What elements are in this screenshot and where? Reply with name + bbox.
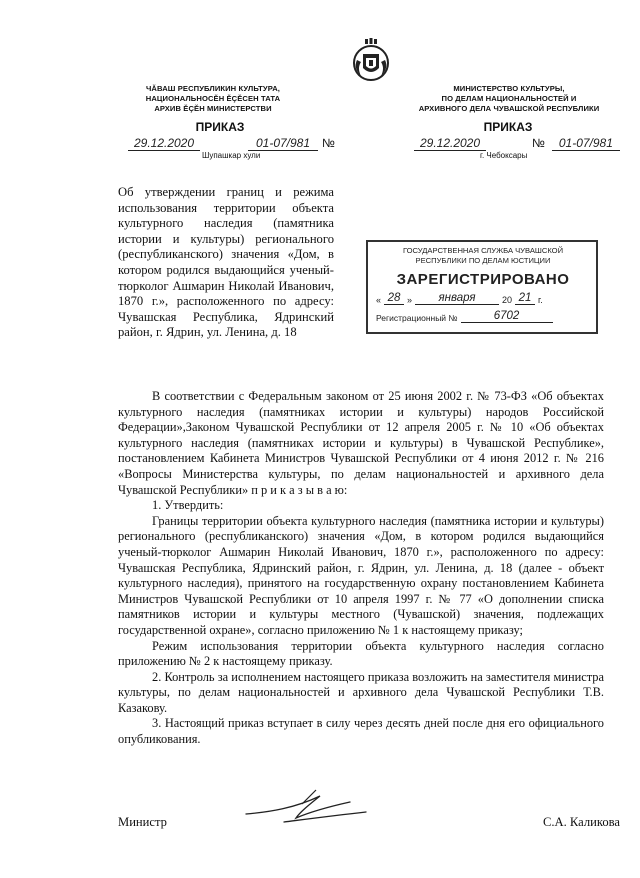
body-paragraph: В соответствии с Федеральным законом от 25 июня 2002 г. № 73-ФЗ «Об объектах культурного наследия (памятниках истории и культуры) народов Российской Федерации»,Законом Чувашской Республики от 12 апреля 2005 г. № 10 «Об объектах культурного наследия (памятниках истории и культуры) в Чувашской Республике», постановлением Кабинета Министров Чувашской Республики от 4 июня 2012 г. № 216 «Вопросы Министерства культуры, по делам национальностей и архивного дела Чувашской Республики» п р и к а з ы в а ю: (118, 389, 604, 497)
right-number: 01-07/981 (552, 136, 620, 151)
left-date: 29.12.2020 (128, 136, 200, 151)
body-paragraph: 3. Настоящий приказ вступает в силу через десять дней после дня его официального опубликования. (118, 716, 604, 747)
body-paragraph: 2. Контроль за исполнением настоящего приказа возложить на заместителя министра культуры, по делам национальностей и архивного дела Чувашской Республики Т.В. Казакову. (118, 669, 604, 715)
order-subject: Об утверждении границ и режима использования территории объекта культурного наследия (памятника истории и культуры) регионального (республиканского) значения «Дом, в котором родился выдающийся ученый-тюрколог Ашмарин Николай Иванович, 1870 г.», расположенного по адресу: Чувашская Республика, Ядринский район, г. Ядрин, ул. Ленина, д. 18 (118, 185, 334, 340)
registration-stamp (366, 240, 598, 334)
right-number-sign: № (532, 136, 545, 150)
header-left-org: ЧĂВАШ РЕСПУБЛИКИН КУЛЬТУРА, НАЦИОНАЛЬНОСĔН ĔÇĔСЕН ТАТА АРХИВ ĔÇĔН МИНИСТЕРСТВИ (145, 84, 281, 113)
signature-position: Министр (118, 815, 167, 829)
left-city: Шупашкар хули (202, 151, 261, 160)
right-city: г. Чебоксары (480, 151, 528, 160)
stamp-year: 21 (515, 292, 535, 305)
left-number: 01-07/981 (248, 136, 318, 151)
order-body (118, 389, 604, 748)
body-paragraph: 1. Утвердить: (152, 498, 224, 513)
body-paragraph: Режим использования территории объекта культурного наследия согласно приложению № 2 к настоящему приказу. (118, 638, 604, 669)
coat-of-arms-icon (349, 38, 393, 82)
stamp-day: 28 (384, 292, 404, 305)
prikaz-title-left: ПРИКАЗ (195, 120, 245, 134)
handwritten-signature (240, 782, 370, 832)
stamp-org: ГОСУДАРСТВЕННАЯ СЛУЖБА ЧУВАШСКОЙ РЕСПУБЛИКИ ПО ДЕЛАМ ЮСТИЦИИ (402, 246, 564, 265)
left-number-sign: № (322, 136, 335, 150)
body-paragraph: Границы территории объекта культурного наследия (памятника истории и культуры) регионального (республиканского) значения «Дом, в котором родился выдающийся ученый-тюрколог Ашмарин Николай Иванович, 1870 г.», расположенного по адресу: Чувашская Республика, Ядринский район, г. Ядрин, ул. Ленина, д. 18 (далее - объект культурного наследия), принятого на государственную охрану постановлением Кабинета Министров Чувашской Республики от 10 апреля 1997 г. № 77 «О дополнении списка памятников истории и культуры местного (Чувашской) значения, подлежащих государственной охране», согласно приложению № 1 к настоящему приказу; (118, 513, 604, 637)
left-date-number (128, 134, 338, 152)
right-date-number (414, 134, 628, 152)
stamp-month: января (415, 292, 499, 305)
right-date: 29.12.2020 (414, 136, 486, 151)
stamp-reg-number: 6702 (461, 310, 553, 323)
header-right-org: МИНИСТЕРСТВО КУЛЬТУРЫ, ПО ДЕЛАМ НАЦИОНАЛЬНОСТЕЙ И АРХИВНОГО ДЕЛА ЧУВАШСКОЙ РЕСПУБЛИКИ (418, 84, 600, 113)
signature-name: С.А. Каликова (542, 815, 620, 829)
stamp-date-row: « 28 » января 20 21 г. (376, 292, 543, 306)
prikaz-title-right: ПРИКАЗ (483, 120, 533, 134)
stamp-registered: ЗАРЕГИСТРИРОВАНО (396, 271, 570, 289)
stamp-reg-row: Регистрационный № 6702 (376, 310, 590, 323)
